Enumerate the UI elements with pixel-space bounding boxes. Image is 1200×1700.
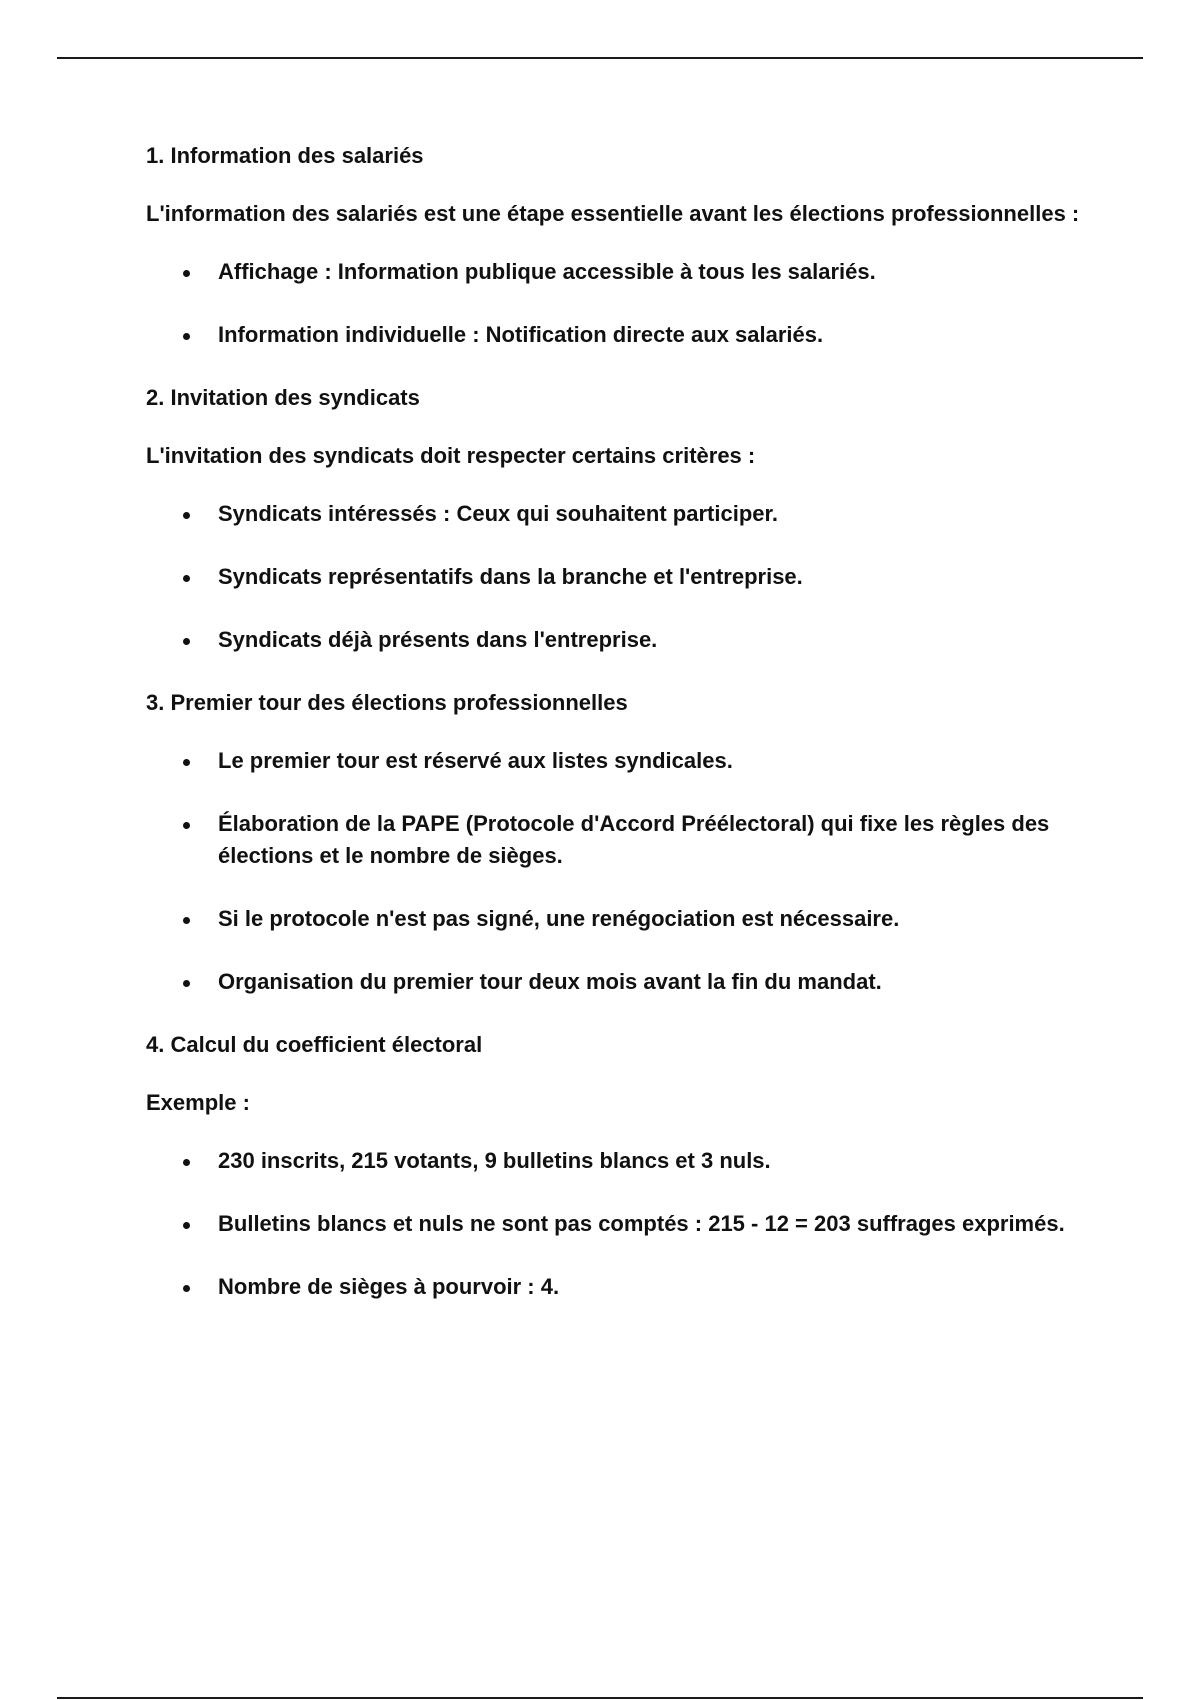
- section-heading: 1. Information des salariés: [146, 143, 424, 168]
- list-item-text: Affichage : Information publique accessible à tous les salariés.: [218, 259, 876, 284]
- bullet-icon: [183, 822, 190, 829]
- bullet-icon: [183, 980, 190, 987]
- section-intro: L'information des salariés est une étape essentielle avant les élections professionnelles :: [146, 201, 1080, 226]
- section-heading: 2. Invitation des syndicats: [146, 385, 420, 410]
- bullet-icon: [183, 1285, 190, 1292]
- bullet-icon: [183, 575, 190, 582]
- list-item-text: Syndicats représentatifs dans la branche et l'entreprise.: [218, 564, 803, 589]
- bullet-icon: [183, 917, 190, 924]
- list-item-text: Information individuelle : Notification directe aux salariés.: [218, 322, 824, 347]
- bullet-list: [146, 498, 1096, 656]
- top-rule: [57, 57, 1143, 59]
- list-item: [146, 561, 1096, 593]
- list-item: [146, 1271, 1096, 1303]
- list-item-text: Bulletins blancs et nuls ne sont pas comptés : 215 - 12 = 203 suffrages exprimés.: [218, 1211, 1065, 1236]
- bullet-icon: [183, 638, 190, 645]
- list-item: [146, 256, 1096, 288]
- list-item-text: Élaboration de la PAPE (Protocole d'Accord Préélectoral) qui fixe les règles des élections et le nombre de sièges.: [218, 811, 1050, 868]
- bullet-icon: [183, 333, 190, 340]
- list-item: [146, 319, 1096, 351]
- bullet-icon: [183, 512, 190, 519]
- list-item: [146, 903, 1096, 935]
- section-invitation-syndicats: [146, 382, 1096, 656]
- section-heading: 3. Premier tour des élections professionnelles: [146, 690, 628, 715]
- list-item: [146, 498, 1096, 530]
- bullet-icon: [183, 270, 190, 277]
- document-body: [146, 140, 1096, 1334]
- list-item: [146, 808, 1096, 872]
- bullet-list: [146, 1145, 1096, 1303]
- bottom-rule: [57, 1697, 1143, 1699]
- list-item-text: Syndicats intéressés : Ceux qui souhaitent participer.: [218, 501, 778, 526]
- section-information-salaries: [146, 140, 1096, 351]
- list-item-text: 230 inscrits, 215 votants, 9 bulletins blancs et 3 nuls.: [218, 1148, 771, 1173]
- bullet-list: [146, 256, 1096, 351]
- list-item-text: Le premier tour est réservé aux listes syndicales.: [218, 748, 733, 773]
- list-item-text: Si le protocole n'est pas signé, une renégociation est nécessaire.: [218, 906, 900, 931]
- bullet-icon: [183, 759, 190, 766]
- list-item: [146, 1208, 1096, 1240]
- section-intro: Exemple :: [146, 1090, 250, 1115]
- list-item: [146, 1145, 1096, 1177]
- list-item: [146, 745, 1096, 777]
- section-heading: 4. Calcul du coefficient électoral: [146, 1032, 483, 1057]
- section-coefficient-electoral: [146, 1029, 1096, 1303]
- list-item-text: Nombre de sièges à pourvoir : 4.: [218, 1274, 560, 1299]
- section-intro: L'invitation des syndicats doit respecter certains critères :: [146, 443, 756, 468]
- list-item: [146, 624, 1096, 656]
- bullet-icon: [183, 1159, 190, 1166]
- list-item-text: Syndicats déjà présents dans l'entreprise.: [218, 627, 658, 652]
- bullet-list: [146, 745, 1096, 998]
- list-item: [146, 966, 1096, 998]
- list-item-text: Organisation du premier tour deux mois avant la fin du mandat.: [218, 969, 882, 994]
- section-premier-tour: [146, 687, 1096, 998]
- bullet-icon: [183, 1222, 190, 1229]
